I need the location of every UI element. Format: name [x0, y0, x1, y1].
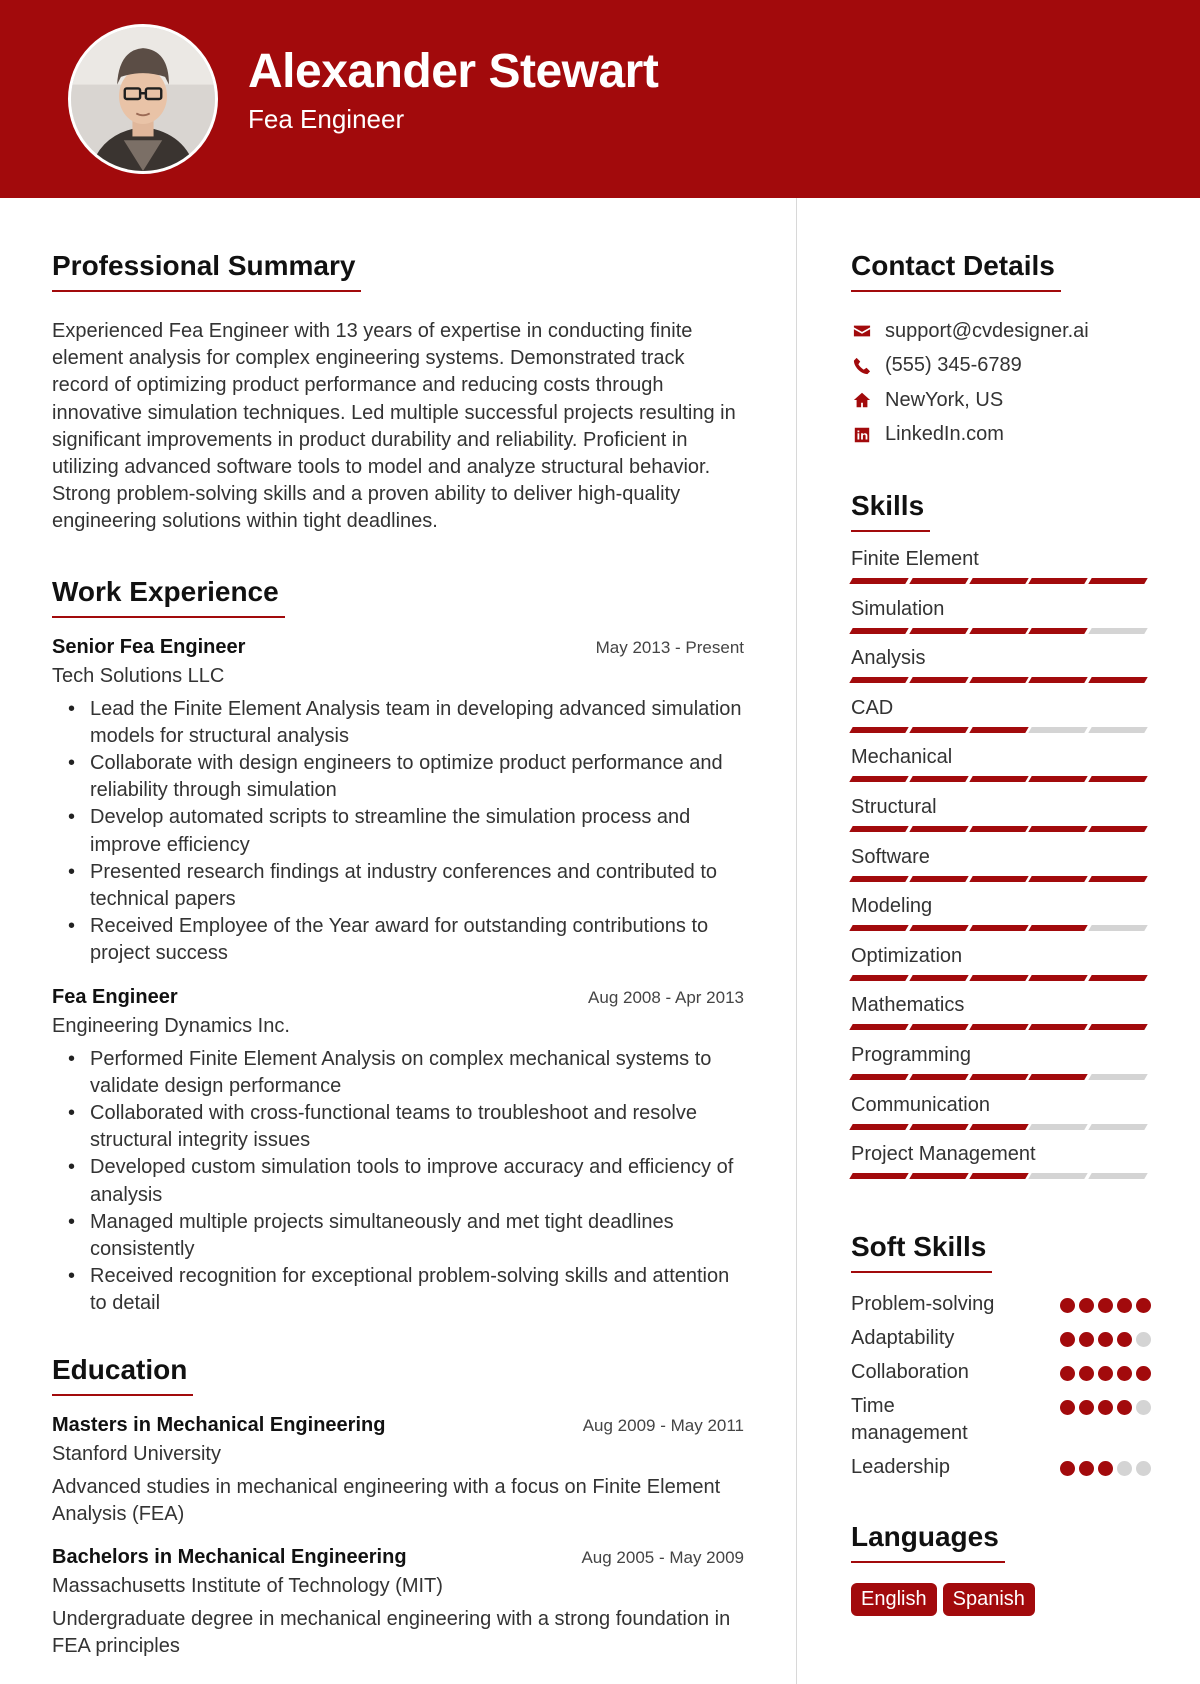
school-name: Massachusetts Institute of Technology (MIT)	[52, 1574, 443, 1597]
skill-segment-filled	[849, 727, 908, 733]
skill-segment-filled	[969, 876, 1028, 882]
skills-section	[851, 490, 1151, 1191]
summary-section	[52, 250, 744, 536]
education-entry	[52, 1546, 744, 1660]
skill-segment-empty	[1088, 1124, 1147, 1130]
skills-heading: Skills	[851, 490, 930, 532]
contact-linkedin-text: LinkedIn.com	[885, 423, 1004, 446]
skill-segment-filled	[969, 727, 1028, 733]
rating-dot-filled	[1136, 1298, 1151, 1313]
skill-segment-filled	[909, 1173, 968, 1179]
rating-dot-filled	[1060, 1366, 1075, 1381]
skill-name: Analysis	[851, 647, 926, 670]
rating-dot-filled	[1098, 1298, 1113, 1313]
soft-skill-name: Problem-solving	[851, 1292, 995, 1315]
rating-dot-filled	[1098, 1332, 1113, 1347]
skill-segment-filled	[1029, 1024, 1088, 1030]
rating-dot-filled	[1079, 1400, 1094, 1415]
skill-level-bar	[851, 876, 1146, 882]
soft-skill-rating	[1060, 1359, 1151, 1381]
skill-segment-filled	[1029, 826, 1088, 832]
rating-dot-filled	[1060, 1298, 1075, 1313]
language-tag: Spanish	[943, 1583, 1035, 1616]
skill-segment-filled	[909, 925, 968, 931]
skill-segment-filled	[969, 1074, 1028, 1080]
soft-skill-name: Leadership	[851, 1455, 950, 1478]
skill-level-bar	[851, 776, 1146, 782]
skill-segment-empty	[1088, 628, 1147, 634]
skill-segment-filled	[849, 925, 908, 931]
skill-segment-filled	[969, 578, 1028, 584]
soft-skill-rating	[1060, 1325, 1151, 1347]
skill-segment-filled	[1029, 1074, 1088, 1080]
skill-name: Modeling	[851, 895, 933, 918]
skill-segment-filled	[849, 578, 908, 584]
job-bullet: • Received recognition for exceptional problem-solving skills and attention to detail	[90, 1263, 744, 1317]
contact-heading: Contact Details	[851, 250, 1061, 292]
soft-skill-name: Adaptability	[851, 1326, 955, 1349]
skill-name: Structural	[851, 795, 937, 818]
skill-segment-empty	[1088, 1173, 1147, 1179]
rating-dot-empty	[1117, 1461, 1132, 1476]
skill-name: Project Management	[851, 1143, 1036, 1166]
skill-row	[851, 546, 1151, 596]
job-company: Tech Solutions LLC	[52, 664, 225, 687]
skill-row	[851, 1092, 1151, 1142]
skill-level-bar	[851, 677, 1146, 683]
skill-segment-filled	[909, 876, 968, 882]
languages-heading: Languages	[851, 1521, 1005, 1563]
skill-segment-filled	[849, 1074, 908, 1080]
education-description: Advanced studies in mechanical engineering with a focus on Finite Element Analysis (FEA)	[52, 1475, 721, 1525]
skill-segment-filled	[1029, 776, 1088, 782]
rating-dot-filled	[1098, 1400, 1113, 1415]
skill-segment-filled	[969, 1124, 1028, 1130]
skill-segment-filled	[1088, 975, 1147, 981]
skill-segment-filled	[969, 826, 1028, 832]
rating-dot-filled	[1117, 1366, 1132, 1381]
skill-segment-filled	[849, 776, 908, 782]
skill-segment-empty	[1088, 925, 1147, 931]
job-bullets	[52, 1046, 744, 1318]
skill-name: Optimization	[851, 944, 963, 967]
skill-segment-filled	[849, 1024, 908, 1030]
skill-segment-filled	[909, 727, 968, 733]
contact-section	[851, 250, 1151, 452]
phone-icon	[851, 356, 873, 376]
job-bullet: • Presented research findings at industry conferences and contributed to technical papers	[90, 859, 744, 913]
skill-segment-filled	[1088, 1024, 1147, 1030]
rating-dot-filled	[1117, 1400, 1132, 1415]
skill-level-bar	[851, 1074, 1146, 1080]
rating-dot-empty	[1136, 1332, 1151, 1347]
skill-segment-filled	[1029, 578, 1088, 584]
skill-row	[851, 844, 1151, 894]
skill-segment-empty	[1029, 727, 1088, 733]
rating-dot-filled	[1079, 1461, 1094, 1476]
soft-skill-row	[851, 1291, 1151, 1318]
job-date: May 2013 - Present	[595, 637, 744, 657]
skill-level-bar	[851, 975, 1146, 981]
skill-segment-filled	[1029, 975, 1088, 981]
skill-segment-filled	[849, 1173, 908, 1179]
skill-segment-filled	[969, 628, 1028, 634]
skill-level-bar	[851, 826, 1146, 832]
skill-segment-filled	[969, 1173, 1028, 1179]
degree-title: Bachelors in Mechanical Engineering	[52, 1545, 407, 1568]
skill-row	[851, 695, 1151, 745]
job-bullet: • Lead the Finite Element Analysis team in developing advanced simulation models for structural analysis	[90, 696, 744, 750]
skill-name: Mechanical	[851, 746, 953, 769]
contact-location-text: NewYork, US	[885, 388, 1004, 411]
skill-row	[851, 893, 1151, 943]
skill-segment-filled	[969, 677, 1028, 683]
skill-segment-filled	[849, 1124, 908, 1130]
skill-row	[851, 943, 1151, 993]
job-bullet: • Collaborate with design engineers to optimize product performance and reliability through simulation	[90, 750, 744, 804]
skill-segment-filled	[909, 1024, 968, 1030]
skill-segment-filled	[1088, 677, 1147, 683]
skill-segment-filled	[909, 826, 968, 832]
skill-segment-filled	[969, 925, 1028, 931]
soft-skill-name: Time management	[851, 1394, 968, 1444]
skill-segment-empty	[1088, 727, 1147, 733]
envelope-icon	[851, 321, 873, 341]
education-entry	[52, 1414, 744, 1528]
skill-segment-filled	[849, 628, 908, 634]
rating-dot-filled	[1060, 1461, 1075, 1476]
home-icon	[851, 390, 873, 410]
skill-segment-filled	[849, 677, 908, 683]
education-date: Aug 2009 - May 2011	[582, 1415, 744, 1435]
rating-dot-filled	[1079, 1332, 1094, 1347]
skill-segment-filled	[909, 1074, 968, 1080]
rating-dot-filled	[1079, 1366, 1094, 1381]
skill-level-bar	[851, 628, 1146, 634]
soft-skill-row	[851, 1359, 1151, 1386]
skill-segment-filled	[909, 677, 968, 683]
job-bullet: • Developed custom simulation tools to improve accuracy and efficiency of analysis	[90, 1154, 744, 1208]
education-date: Aug 2005 - May 2009	[581, 1547, 744, 1567]
skill-segment-filled	[909, 1124, 968, 1130]
soft-skills-section	[851, 1231, 1151, 1481]
skill-row	[851, 1141, 1151, 1191]
skill-segment-filled	[909, 628, 968, 634]
skill-row	[851, 794, 1151, 844]
skill-row	[851, 645, 1151, 695]
contact-list	[851, 314, 1151, 452]
rating-dot-filled	[1117, 1298, 1132, 1313]
rating-dot-filled	[1060, 1400, 1075, 1415]
skill-segment-filled	[1029, 925, 1088, 931]
education-heading: Education	[52, 1354, 193, 1396]
skill-segment-filled	[1029, 628, 1088, 634]
main-column	[52, 250, 744, 1660]
skill-name: Simulation	[851, 597, 945, 620]
education-description: Undergraduate degree in mechanical engineering with a strong foundation in FEA principles	[52, 1607, 731, 1657]
rating-dot-filled	[1117, 1332, 1132, 1347]
contact-phone-text: (555) 345-6789	[885, 354, 1022, 377]
education-section	[52, 1354, 744, 1660]
skill-name: Mathematics	[851, 994, 965, 1017]
experience-heading: Work Experience	[52, 576, 285, 618]
skill-segment-filled	[1088, 578, 1147, 584]
skill-segment-filled	[969, 776, 1028, 782]
summary-text: Experienced Fea Engineer with 13 years of expertise in conducting finite element analysis for complex engineering systems. Demonstrated track record of optimizing product performance and reducing costs through innovative simulation techniques. Led multiple successful projects resulting in significant improvements in product durability and reliability. Proficient in utilizing advanced software tools to model and analyze structural behavior. Strong problem-solving skills and a proven ability to deliver high-quality engineering solutions within tight deadlines.	[52, 320, 736, 533]
skill-row	[851, 992, 1151, 1042]
skill-segment-filled	[909, 578, 968, 584]
degree-title: Masters in Mechanical Engineering	[52, 1413, 386, 1436]
skill-segment-filled	[909, 776, 968, 782]
job-title: Senior Fea Engineer	[52, 635, 246, 658]
languages-section	[851, 1521, 1151, 1616]
skill-segment-filled	[1088, 826, 1147, 832]
skill-row	[851, 1042, 1151, 1092]
skills-list	[851, 546, 1151, 1191]
soft-skill-rating	[1060, 1291, 1151, 1313]
rating-dot-filled	[1098, 1366, 1113, 1381]
skill-segment-filled	[909, 975, 968, 981]
job-company: Engineering Dynamics Inc.	[52, 1014, 290, 1037]
skill-segment-filled	[1029, 677, 1088, 683]
language-tag: English	[851, 1583, 937, 1616]
job-bullet: • Performed Finite Element Analysis on complex mechanical systems to validate design performance	[90, 1046, 744, 1100]
skill-level-bar	[851, 1024, 1146, 1030]
rating-dot-filled	[1098, 1461, 1113, 1476]
skill-level-bar	[851, 1173, 1146, 1179]
skill-segment-filled	[849, 826, 908, 832]
soft-skill-rating	[1060, 1393, 1151, 1415]
job-title: Fea Engineer	[52, 985, 178, 1008]
skill-name: Finite Element	[851, 548, 979, 570]
contact-phone[interactable]	[851, 349, 1151, 384]
contact-email[interactable]	[851, 314, 1151, 349]
skill-segment-filled	[1088, 776, 1147, 782]
skill-name: Programming	[851, 1043, 972, 1066]
job-date: Aug 2008 - Apr 2013	[588, 987, 744, 1007]
resume-header	[0, 0, 1200, 198]
skill-segment-filled	[849, 876, 908, 882]
job-bullet: • Managed multiple projects simultaneously and met tight deadlines consistently	[90, 1209, 744, 1263]
skill-level-bar	[851, 727, 1146, 733]
sidebar-column	[851, 250, 1151, 1616]
job-entry	[52, 986, 744, 1318]
soft-skills-heading: Soft Skills	[851, 1231, 992, 1273]
profile-photo	[68, 24, 218, 174]
contact-email-text: support@cvdesigner.ai	[885, 319, 1089, 342]
skill-level-bar	[851, 1124, 1146, 1130]
skill-segment-empty	[1088, 1074, 1147, 1080]
job-entry	[52, 636, 744, 968]
rating-dot-filled	[1136, 1366, 1151, 1381]
skill-row	[851, 596, 1151, 646]
soft-skill-row	[851, 1325, 1151, 1352]
rating-dot-empty	[1136, 1461, 1151, 1476]
skill-segment-filled	[1088, 876, 1147, 882]
skill-name: CAD	[851, 696, 894, 719]
languages-list	[851, 1583, 1151, 1616]
skill-name: Communication	[851, 1093, 990, 1116]
soft-skill-row	[851, 1393, 1151, 1447]
job-bullet: • Collaborated with cross-functional teams to troubleshoot and resolve structural integrity issues	[90, 1100, 744, 1154]
skill-name: Software	[851, 845, 930, 868]
job-bullet: • Develop automated scripts to streamline the simulation process and improve efficiency	[90, 804, 744, 858]
soft-skill-rating	[1060, 1454, 1151, 1476]
linkedin-icon	[851, 425, 873, 445]
skill-segment-filled	[969, 1024, 1028, 1030]
rating-dot-filled	[1060, 1332, 1075, 1347]
skill-segment-filled	[1029, 876, 1088, 882]
skill-segment-filled	[969, 975, 1028, 981]
skill-segment-empty	[1029, 1173, 1088, 1179]
candidate-name: Alexander Stewart	[248, 45, 659, 98]
soft-skill-name: Collaboration	[851, 1360, 969, 1383]
column-divider	[796, 198, 797, 1684]
candidate-title: Fea Engineer	[248, 104, 405, 134]
rating-dot-filled	[1079, 1298, 1094, 1313]
soft-skill-row	[851, 1454, 1151, 1481]
contact-location	[851, 383, 1151, 418]
contact-linkedin[interactable]	[851, 418, 1151, 453]
skill-segment-filled	[849, 975, 908, 981]
soft-skills-list	[851, 1291, 1151, 1481]
school-name: Stanford University	[52, 1442, 221, 1465]
summary-heading: Professional Summary	[52, 250, 361, 292]
job-bullet: • Received Employee of the Year award for outstanding contributions to project success	[90, 913, 744, 967]
skill-row	[851, 744, 1151, 794]
person-portrait-icon	[71, 27, 215, 171]
experience-section	[52, 576, 744, 1318]
skill-segment-empty	[1029, 1124, 1088, 1130]
job-bullets	[52, 696, 744, 968]
skill-level-bar	[851, 925, 1146, 931]
skill-level-bar	[851, 578, 1146, 584]
rating-dot-empty	[1136, 1400, 1151, 1415]
